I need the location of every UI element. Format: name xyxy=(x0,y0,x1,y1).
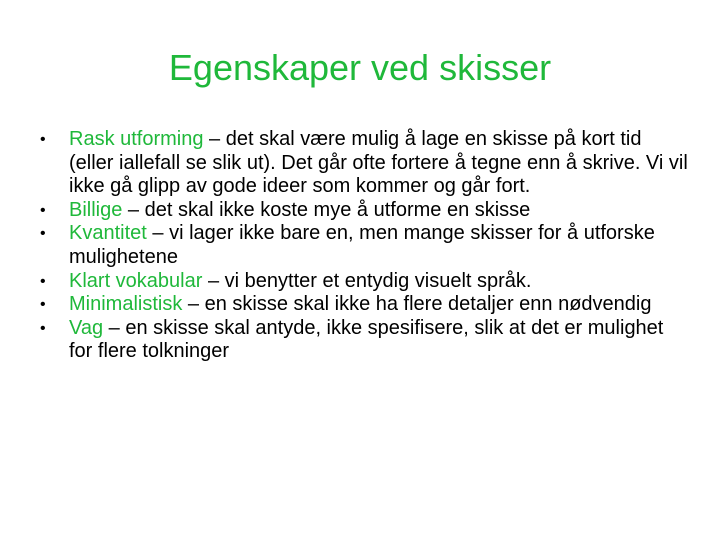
bullet-item xyxy=(40,317,690,364)
bullet-icon: • xyxy=(40,319,46,337)
bullet-icon: • xyxy=(40,272,46,290)
bullet-text: – en skisse skal antyde, ikke spesifisere, slik at det er mulighet for flere tolkninger xyxy=(69,316,664,363)
bullet-icon: • xyxy=(40,296,46,314)
bullet-term: Rask utforming xyxy=(69,128,204,150)
bullet-text: – vi lager ikke bare en, men mange skisser for å utforske mulighetene xyxy=(69,222,655,268)
bullet-term: Vag xyxy=(69,316,104,339)
bullet-text: – det skal ikke koste mye å utforme en skisse xyxy=(122,198,531,221)
bullet-icon: • xyxy=(40,225,46,243)
bullet-term: Minimalistisk xyxy=(69,293,183,316)
bullet-item xyxy=(40,270,690,294)
bullet-item xyxy=(40,199,690,223)
bullet-term: Kvantitet xyxy=(69,222,147,245)
bullet-list xyxy=(40,128,690,364)
slide-title: Egenskaper ved skisser xyxy=(168,47,552,88)
bullet-term: Billige xyxy=(69,198,123,221)
bullet-text: – en skisse skal ikke ha flere detaljer enn nødvendig xyxy=(182,293,652,316)
bullet-item xyxy=(40,128,690,199)
bullet-text: – vi benytter et entydig visuelt språk. xyxy=(202,269,532,292)
bullet-term: Klart vokabular xyxy=(69,269,203,292)
bullet-icon: • xyxy=(40,201,46,219)
bullet-item xyxy=(40,293,690,317)
bullet-text: – det skal være mulig å lage en skisse på kort tid (eller iallefall se slik ut). Det går ofte fortere å tegne enn å skrive. Vi vil ikke gå glipp av gode ideer som kommer og går fort. xyxy=(69,128,688,198)
bullet-icon: • xyxy=(40,131,46,148)
bullet-item xyxy=(40,222,690,269)
